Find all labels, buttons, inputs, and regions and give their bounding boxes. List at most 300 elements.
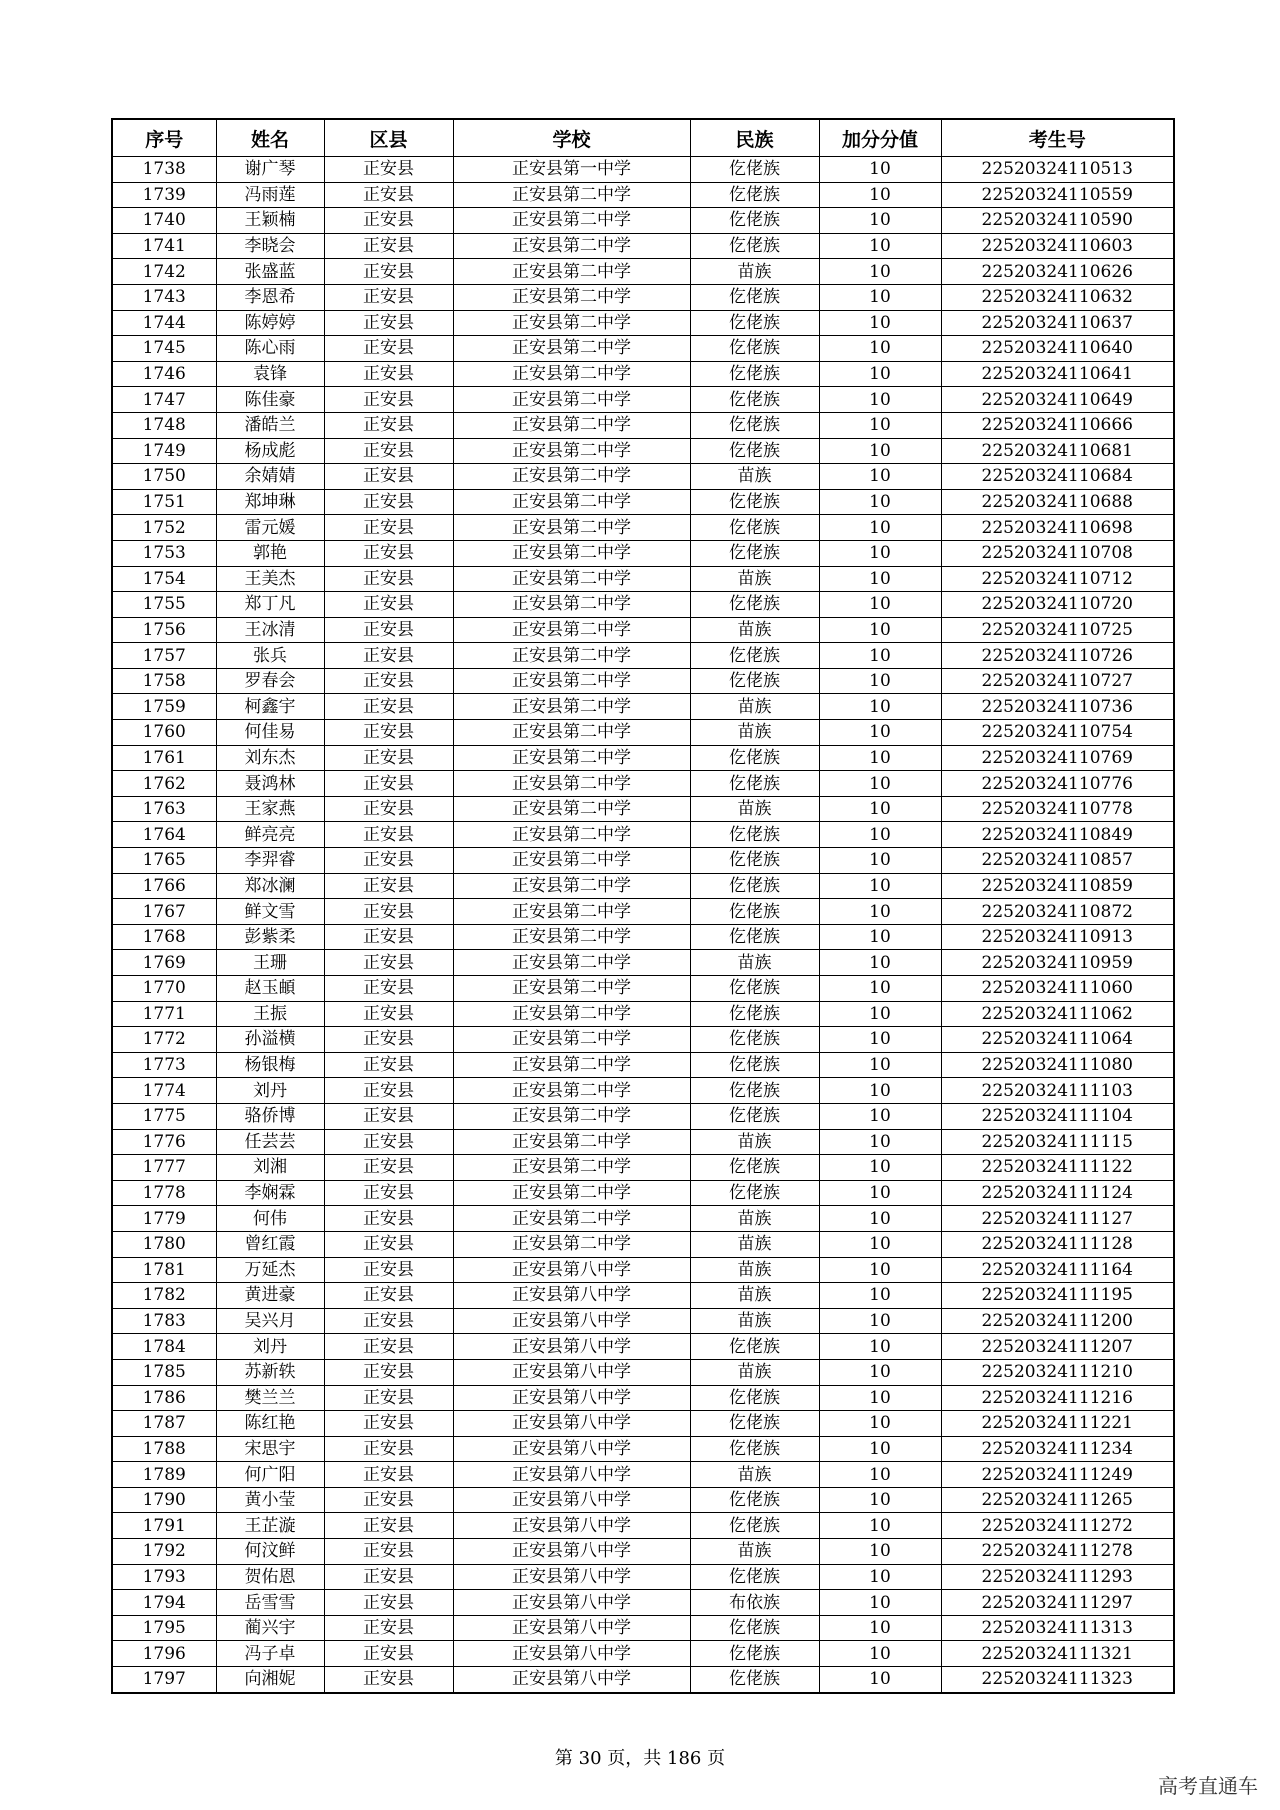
cell-bonus: 10 [819, 848, 941, 874]
cell-ethnicity: 仡佬族 [690, 643, 819, 669]
cell-ethnicity: 苗族 [690, 720, 819, 746]
cell-bonus: 10 [819, 1206, 941, 1232]
cell-ethnicity: 苗族 [690, 259, 819, 285]
cell-ethnicity: 仡佬族 [690, 592, 819, 618]
cell-name: 谢广琴 [216, 157, 324, 183]
cell-ethnicity: 苗族 [690, 464, 819, 490]
cell-ethnicity: 仡佬族 [690, 515, 819, 541]
cell-name: 冯子卓 [216, 1641, 324, 1667]
cell-school: 正安县第二中学 [453, 848, 690, 874]
cell-bonus: 10 [819, 438, 941, 464]
table-body [112, 157, 1174, 1693]
cell-exam-id: 22520324111124 [941, 1180, 1174, 1206]
cell-bonus: 10 [819, 643, 941, 669]
table-row [112, 592, 1174, 618]
cell-county: 正安县 [324, 1564, 453, 1590]
cell-exam-id: 22520324111207 [941, 1334, 1174, 1360]
cell-exam-id: 22520324111216 [941, 1385, 1174, 1411]
cell-ethnicity: 苗族 [690, 1308, 819, 1334]
cell-bonus: 10 [819, 1385, 941, 1411]
cell-ethnicity: 仡佬族 [690, 182, 819, 208]
cell-exam-id: 22520324110640 [941, 336, 1174, 362]
cell-index: 1782 [112, 1283, 216, 1309]
cell-school: 正安县第二中学 [453, 1129, 690, 1155]
table-row [112, 668, 1174, 694]
cell-name: 王颖楠 [216, 208, 324, 234]
cell-bonus: 10 [819, 592, 941, 618]
cell-name: 万延杰 [216, 1257, 324, 1283]
cell-school: 正安县第八中学 [453, 1359, 690, 1385]
cell-index: 1754 [112, 566, 216, 592]
table-row [112, 1078, 1174, 1104]
table-row [112, 1667, 1174, 1693]
cell-bonus: 10 [819, 464, 941, 490]
cell-exam-id: 22520324111321 [941, 1641, 1174, 1667]
cell-name: 郑丁凡 [216, 592, 324, 618]
cell-county: 正安县 [324, 1462, 453, 1488]
cell-name: 任芸芸 [216, 1129, 324, 1155]
cell-index: 1779 [112, 1206, 216, 1232]
cell-index: 1747 [112, 387, 216, 413]
cell-name: 贺佑恩 [216, 1564, 324, 1590]
cell-ethnicity: 仡佬族 [690, 1667, 819, 1693]
cell-name: 陈婷婷 [216, 310, 324, 336]
cell-ethnicity: 仡佬族 [690, 1001, 819, 1027]
cell-school: 正安县第二中学 [453, 284, 690, 310]
cell-name: 郑冰澜 [216, 873, 324, 899]
cell-name: 何伟 [216, 1206, 324, 1232]
cell-ethnicity: 仡佬族 [690, 899, 819, 925]
cell-school: 正安县第八中学 [453, 1641, 690, 1667]
cell-name: 柯鑫宇 [216, 694, 324, 720]
cell-bonus: 10 [819, 1487, 941, 1513]
table-header-row [112, 119, 1174, 157]
cell-exam-id: 22520324110913 [941, 924, 1174, 950]
cell-county: 正安县 [324, 1667, 453, 1693]
cell-school: 正安县第二中学 [453, 1027, 690, 1053]
cell-school: 正安县第二中学 [453, 1052, 690, 1078]
cell-school: 正安县第二中学 [453, 720, 690, 746]
table-row [112, 1359, 1174, 1385]
cell-index: 1763 [112, 796, 216, 822]
cell-name: 潘皓兰 [216, 412, 324, 438]
cell-ethnicity: 仡佬族 [690, 489, 819, 515]
cell-ethnicity: 仡佬族 [690, 822, 819, 848]
cell-exam-id: 22520324110632 [941, 284, 1174, 310]
cell-bonus: 10 [819, 1641, 941, 1667]
cell-school: 正安县第八中学 [453, 1564, 690, 1590]
cell-bonus: 10 [819, 1257, 941, 1283]
cell-school: 正安县第二中学 [453, 259, 690, 285]
cell-school: 正安县第二中学 [453, 976, 690, 1002]
cell-bonus: 10 [819, 924, 941, 950]
cell-name: 何佳易 [216, 720, 324, 746]
cell-ethnicity: 仡佬族 [690, 310, 819, 336]
cell-school: 正安县第八中学 [453, 1667, 690, 1693]
cell-ethnicity: 仡佬族 [690, 1103, 819, 1129]
cell-county: 正安县 [324, 387, 453, 413]
cell-ethnicity: 仡佬族 [690, 157, 819, 183]
cell-county: 正安县 [324, 1231, 453, 1257]
cell-index: 1759 [112, 694, 216, 720]
table-row [112, 1513, 1174, 1539]
cell-county: 正安县 [324, 1641, 453, 1667]
cell-exam-id: 22520324110559 [941, 182, 1174, 208]
cell-exam-id: 22520324111164 [941, 1257, 1174, 1283]
cell-name: 鲜亮亮 [216, 822, 324, 848]
table-row [112, 336, 1174, 362]
cell-name: 黄小莹 [216, 1487, 324, 1513]
cell-county: 正安县 [324, 489, 453, 515]
cell-index: 1780 [112, 1231, 216, 1257]
cell-county: 正安县 [324, 848, 453, 874]
cell-exam-id: 22520324110681 [941, 438, 1174, 464]
cell-name: 郭艳 [216, 540, 324, 566]
table-row [112, 771, 1174, 797]
table-row [112, 464, 1174, 490]
cell-ethnicity: 苗族 [690, 1359, 819, 1385]
cell-index: 1742 [112, 259, 216, 285]
cell-bonus: 10 [819, 1539, 941, 1565]
cell-index: 1740 [112, 208, 216, 234]
cell-county: 正安县 [324, 1436, 453, 1462]
cell-bonus: 10 [819, 1615, 941, 1641]
cell-county: 正安县 [324, 1411, 453, 1437]
header-cell-school: 学校 [453, 119, 690, 157]
table-row [112, 1001, 1174, 1027]
table-row [112, 284, 1174, 310]
page-number: 第 30 页，共 186 页 [554, 1748, 726, 1769]
cell-county: 正安县 [324, 1308, 453, 1334]
data-table-container [111, 118, 1173, 1694]
cell-bonus: 10 [819, 1590, 941, 1616]
cell-name: 宋思宇 [216, 1436, 324, 1462]
cell-school: 正安县第八中学 [453, 1334, 690, 1360]
cell-county: 正安县 [324, 259, 453, 285]
cell-county: 正安县 [324, 1155, 453, 1181]
cell-school: 正安县第八中学 [453, 1462, 690, 1488]
cell-name: 李恩希 [216, 284, 324, 310]
cell-index: 1749 [112, 438, 216, 464]
cell-school: 正安县第二中学 [453, 540, 690, 566]
cell-name: 聂鸿林 [216, 771, 324, 797]
cell-exam-id: 22520324111249 [941, 1462, 1174, 1488]
cell-school: 正安县第二中学 [453, 694, 690, 720]
cell-bonus: 10 [819, 336, 941, 362]
cell-exam-id: 22520324110720 [941, 592, 1174, 618]
cell-name: 苏新轶 [216, 1359, 324, 1385]
cell-bonus: 10 [819, 1564, 941, 1590]
cell-name: 陈红艳 [216, 1411, 324, 1437]
table-row [112, 259, 1174, 285]
cell-name: 张盛蓝 [216, 259, 324, 285]
cell-bonus: 10 [819, 489, 941, 515]
cell-ethnicity: 仡佬族 [690, 848, 819, 874]
cell-bonus: 10 [819, 1513, 941, 1539]
cell-school: 正安县第二中学 [453, 208, 690, 234]
cell-index: 1769 [112, 950, 216, 976]
cell-name: 王美杰 [216, 566, 324, 592]
cell-ethnicity: 仡佬族 [690, 1052, 819, 1078]
cell-name: 刘湘 [216, 1155, 324, 1181]
cell-school: 正安县第二中学 [453, 515, 690, 541]
cell-school: 正安县第八中学 [453, 1487, 690, 1513]
table-row [112, 617, 1174, 643]
cell-name: 刘丹 [216, 1334, 324, 1360]
cell-school: 正安县第二中学 [453, 566, 690, 592]
cell-name: 陈佳豪 [216, 387, 324, 413]
table-row [112, 387, 1174, 413]
cell-bonus: 10 [819, 1667, 941, 1693]
table-row [112, 1590, 1174, 1616]
cell-index: 1789 [112, 1462, 216, 1488]
cell-exam-id: 22520324110727 [941, 668, 1174, 694]
cell-county: 正安县 [324, 310, 453, 336]
cell-county: 正安县 [324, 873, 453, 899]
cell-county: 正安县 [324, 745, 453, 771]
cell-name: 王芷漩 [216, 1513, 324, 1539]
cell-ethnicity: 仡佬族 [690, 1411, 819, 1437]
cell-exam-id: 22520324111062 [941, 1001, 1174, 1027]
cell-county: 正安县 [324, 1385, 453, 1411]
cell-bonus: 10 [819, 1436, 941, 1462]
cell-bonus: 10 [819, 515, 941, 541]
cell-county: 正安县 [324, 1001, 453, 1027]
cell-exam-id: 22520324110513 [941, 157, 1174, 183]
cell-county: 正安县 [324, 540, 453, 566]
cell-name: 郑坤琳 [216, 489, 324, 515]
cell-school: 正安县第八中学 [453, 1385, 690, 1411]
cell-name: 杨成彪 [216, 438, 324, 464]
header-cell-exam-id: 考生号 [941, 119, 1174, 157]
cell-school: 正安县第二中学 [453, 412, 690, 438]
cell-index: 1741 [112, 233, 216, 259]
table-row [112, 1180, 1174, 1206]
cell-index: 1781 [112, 1257, 216, 1283]
cell-school: 正安县第二中学 [453, 1078, 690, 1104]
cell-index: 1758 [112, 668, 216, 694]
cell-exam-id: 22520324111221 [941, 1411, 1174, 1437]
cell-school: 正安县第八中学 [453, 1615, 690, 1641]
cell-index: 1771 [112, 1001, 216, 1027]
cell-exam-id: 22520324110959 [941, 950, 1174, 976]
cell-ethnicity: 仡佬族 [690, 233, 819, 259]
cell-county: 正安县 [324, 643, 453, 669]
cell-name: 樊兰兰 [216, 1385, 324, 1411]
cell-ethnicity: 仡佬族 [690, 1436, 819, 1462]
cell-bonus: 10 [819, 412, 941, 438]
cell-name: 余婧婧 [216, 464, 324, 490]
cell-school: 正安县第二中学 [453, 336, 690, 362]
cell-school: 正安县第二中学 [453, 899, 690, 925]
cell-county: 正安县 [324, 438, 453, 464]
table-row [112, 924, 1174, 950]
table-row [112, 1385, 1174, 1411]
cell-index: 1755 [112, 592, 216, 618]
cell-index: 1774 [112, 1078, 216, 1104]
table-row [112, 412, 1174, 438]
cell-exam-id: 22520324110725 [941, 617, 1174, 643]
table-row [112, 950, 1174, 976]
cell-bonus: 10 [819, 1231, 941, 1257]
cell-index: 1738 [112, 157, 216, 183]
cell-index: 1797 [112, 1667, 216, 1693]
cell-bonus: 10 [819, 361, 941, 387]
cell-name: 向湘妮 [216, 1667, 324, 1693]
cell-exam-id: 22520324111122 [941, 1155, 1174, 1181]
cell-school: 正安县第二中学 [453, 387, 690, 413]
cell-exam-id: 22520324110857 [941, 848, 1174, 874]
table-row [112, 540, 1174, 566]
cell-bonus: 10 [819, 1001, 941, 1027]
cell-exam-id: 22520324111195 [941, 1283, 1174, 1309]
cell-bonus: 10 [819, 976, 941, 1002]
cell-bonus: 10 [819, 899, 941, 925]
table-row [112, 566, 1174, 592]
cell-name: 袁锋 [216, 361, 324, 387]
cell-school: 正安县第二中学 [453, 361, 690, 387]
cell-name: 黄进豪 [216, 1283, 324, 1309]
cell-school: 正安县第八中学 [453, 1436, 690, 1462]
table-row [112, 745, 1174, 771]
table-row [112, 873, 1174, 899]
cell-index: 1766 [112, 873, 216, 899]
cell-ethnicity: 苗族 [690, 1283, 819, 1309]
cell-name: 李晓会 [216, 233, 324, 259]
cell-bonus: 10 [819, 1052, 941, 1078]
cell-school: 正安县第二中学 [453, 1001, 690, 1027]
cell-exam-id: 22520324111127 [941, 1206, 1174, 1232]
cell-bonus: 10 [819, 1129, 941, 1155]
cell-index: 1791 [112, 1513, 216, 1539]
table-row [112, 976, 1174, 1002]
cell-county: 正安县 [324, 950, 453, 976]
cell-index: 1775 [112, 1103, 216, 1129]
cell-index: 1792 [112, 1539, 216, 1565]
cell-bonus: 10 [819, 182, 941, 208]
cell-exam-id: 22520324111297 [941, 1590, 1174, 1616]
cell-index: 1765 [112, 848, 216, 874]
cell-index: 1786 [112, 1385, 216, 1411]
cell-exam-id: 22520324110698 [941, 515, 1174, 541]
cell-name: 冯雨莲 [216, 182, 324, 208]
cell-exam-id: 22520324110590 [941, 208, 1174, 234]
cell-county: 正安县 [324, 1206, 453, 1232]
cell-county: 正安县 [324, 617, 453, 643]
table-row [112, 1334, 1174, 1360]
table-row [112, 1052, 1174, 1078]
cell-exam-id: 22520324110637 [941, 310, 1174, 336]
cell-county: 正安县 [324, 515, 453, 541]
cell-name: 骆侨博 [216, 1103, 324, 1129]
table-row [112, 361, 1174, 387]
table-row [112, 438, 1174, 464]
cell-ethnicity: 苗族 [690, 694, 819, 720]
cell-ethnicity: 仡佬族 [690, 976, 819, 1002]
cell-index: 1768 [112, 924, 216, 950]
cell-county: 正安县 [324, 1027, 453, 1053]
cell-exam-id: 22520324110626 [941, 259, 1174, 285]
cell-index: 1746 [112, 361, 216, 387]
header-cell-county: 区县 [324, 119, 453, 157]
cell-county: 正安县 [324, 1487, 453, 1513]
cell-name: 王振 [216, 1001, 324, 1027]
cell-county: 正安县 [324, 592, 453, 618]
cell-name: 何汶鲜 [216, 1539, 324, 1565]
cell-ethnicity: 苗族 [690, 1231, 819, 1257]
cell-school: 正安县第二中学 [453, 873, 690, 899]
table-row [112, 822, 1174, 848]
cell-ethnicity: 仡佬族 [690, 438, 819, 464]
cell-school: 正安县第八中学 [453, 1257, 690, 1283]
cell-exam-id: 22520324110684 [941, 464, 1174, 490]
cell-bonus: 10 [819, 233, 941, 259]
cell-name: 雷元媛 [216, 515, 324, 541]
table-row [112, 1641, 1174, 1667]
cell-ethnicity: 仡佬族 [690, 1027, 819, 1053]
cell-exam-id: 22520324110849 [941, 822, 1174, 848]
cell-bonus: 10 [819, 1411, 941, 1437]
cell-exam-id: 22520324111060 [941, 976, 1174, 1002]
cell-school: 正安县第二中学 [453, 464, 690, 490]
cell-exam-id: 22520324110778 [941, 796, 1174, 822]
cell-ethnicity: 苗族 [690, 1462, 819, 1488]
cell-index: 1795 [112, 1615, 216, 1641]
cell-bonus: 10 [819, 259, 941, 285]
cell-county: 正安县 [324, 771, 453, 797]
cell-name: 蔺兴宇 [216, 1615, 324, 1641]
cell-ethnicity: 仡佬族 [690, 540, 819, 566]
cell-index: 1748 [112, 412, 216, 438]
cell-school: 正安县第二中学 [453, 924, 690, 950]
cell-county: 正安县 [324, 668, 453, 694]
cell-exam-id: 22520324111210 [941, 1359, 1174, 1385]
cell-exam-id: 22520324111278 [941, 1539, 1174, 1565]
cell-bonus: 10 [819, 387, 941, 413]
cell-index: 1756 [112, 617, 216, 643]
cell-name: 岳雪雪 [216, 1590, 324, 1616]
cell-bonus: 10 [819, 694, 941, 720]
cell-bonus: 10 [819, 1334, 941, 1360]
table-row [112, 1231, 1174, 1257]
cell-bonus: 10 [819, 540, 941, 566]
cell-bonus: 10 [819, 566, 941, 592]
table-row [112, 643, 1174, 669]
cell-school: 正安县第二中学 [453, 489, 690, 515]
cell-index: 1757 [112, 643, 216, 669]
cell-school: 正安县第二中学 [453, 182, 690, 208]
cell-school: 正安县第二中学 [453, 1180, 690, 1206]
cell-name: 彭紫柔 [216, 924, 324, 950]
cell-bonus: 10 [819, 1462, 941, 1488]
cell-county: 正安县 [324, 361, 453, 387]
cell-ethnicity: 仡佬族 [690, 336, 819, 362]
cell-name: 吴兴月 [216, 1308, 324, 1334]
header-cell-name: 姓名 [216, 119, 324, 157]
cell-index: 1761 [112, 745, 216, 771]
cell-county: 正安县 [324, 1180, 453, 1206]
cell-school: 正安县第二中学 [453, 1103, 690, 1129]
table-row [112, 1615, 1174, 1641]
cell-bonus: 10 [819, 1180, 941, 1206]
cell-ethnicity: 苗族 [690, 1257, 819, 1283]
cell-ethnicity: 仡佬族 [690, 1487, 819, 1513]
cell-ethnicity: 仡佬族 [690, 412, 819, 438]
cell-ethnicity: 仡佬族 [690, 1641, 819, 1667]
cell-county: 正安县 [324, 157, 453, 183]
table-row [112, 899, 1174, 925]
table-row [112, 489, 1174, 515]
